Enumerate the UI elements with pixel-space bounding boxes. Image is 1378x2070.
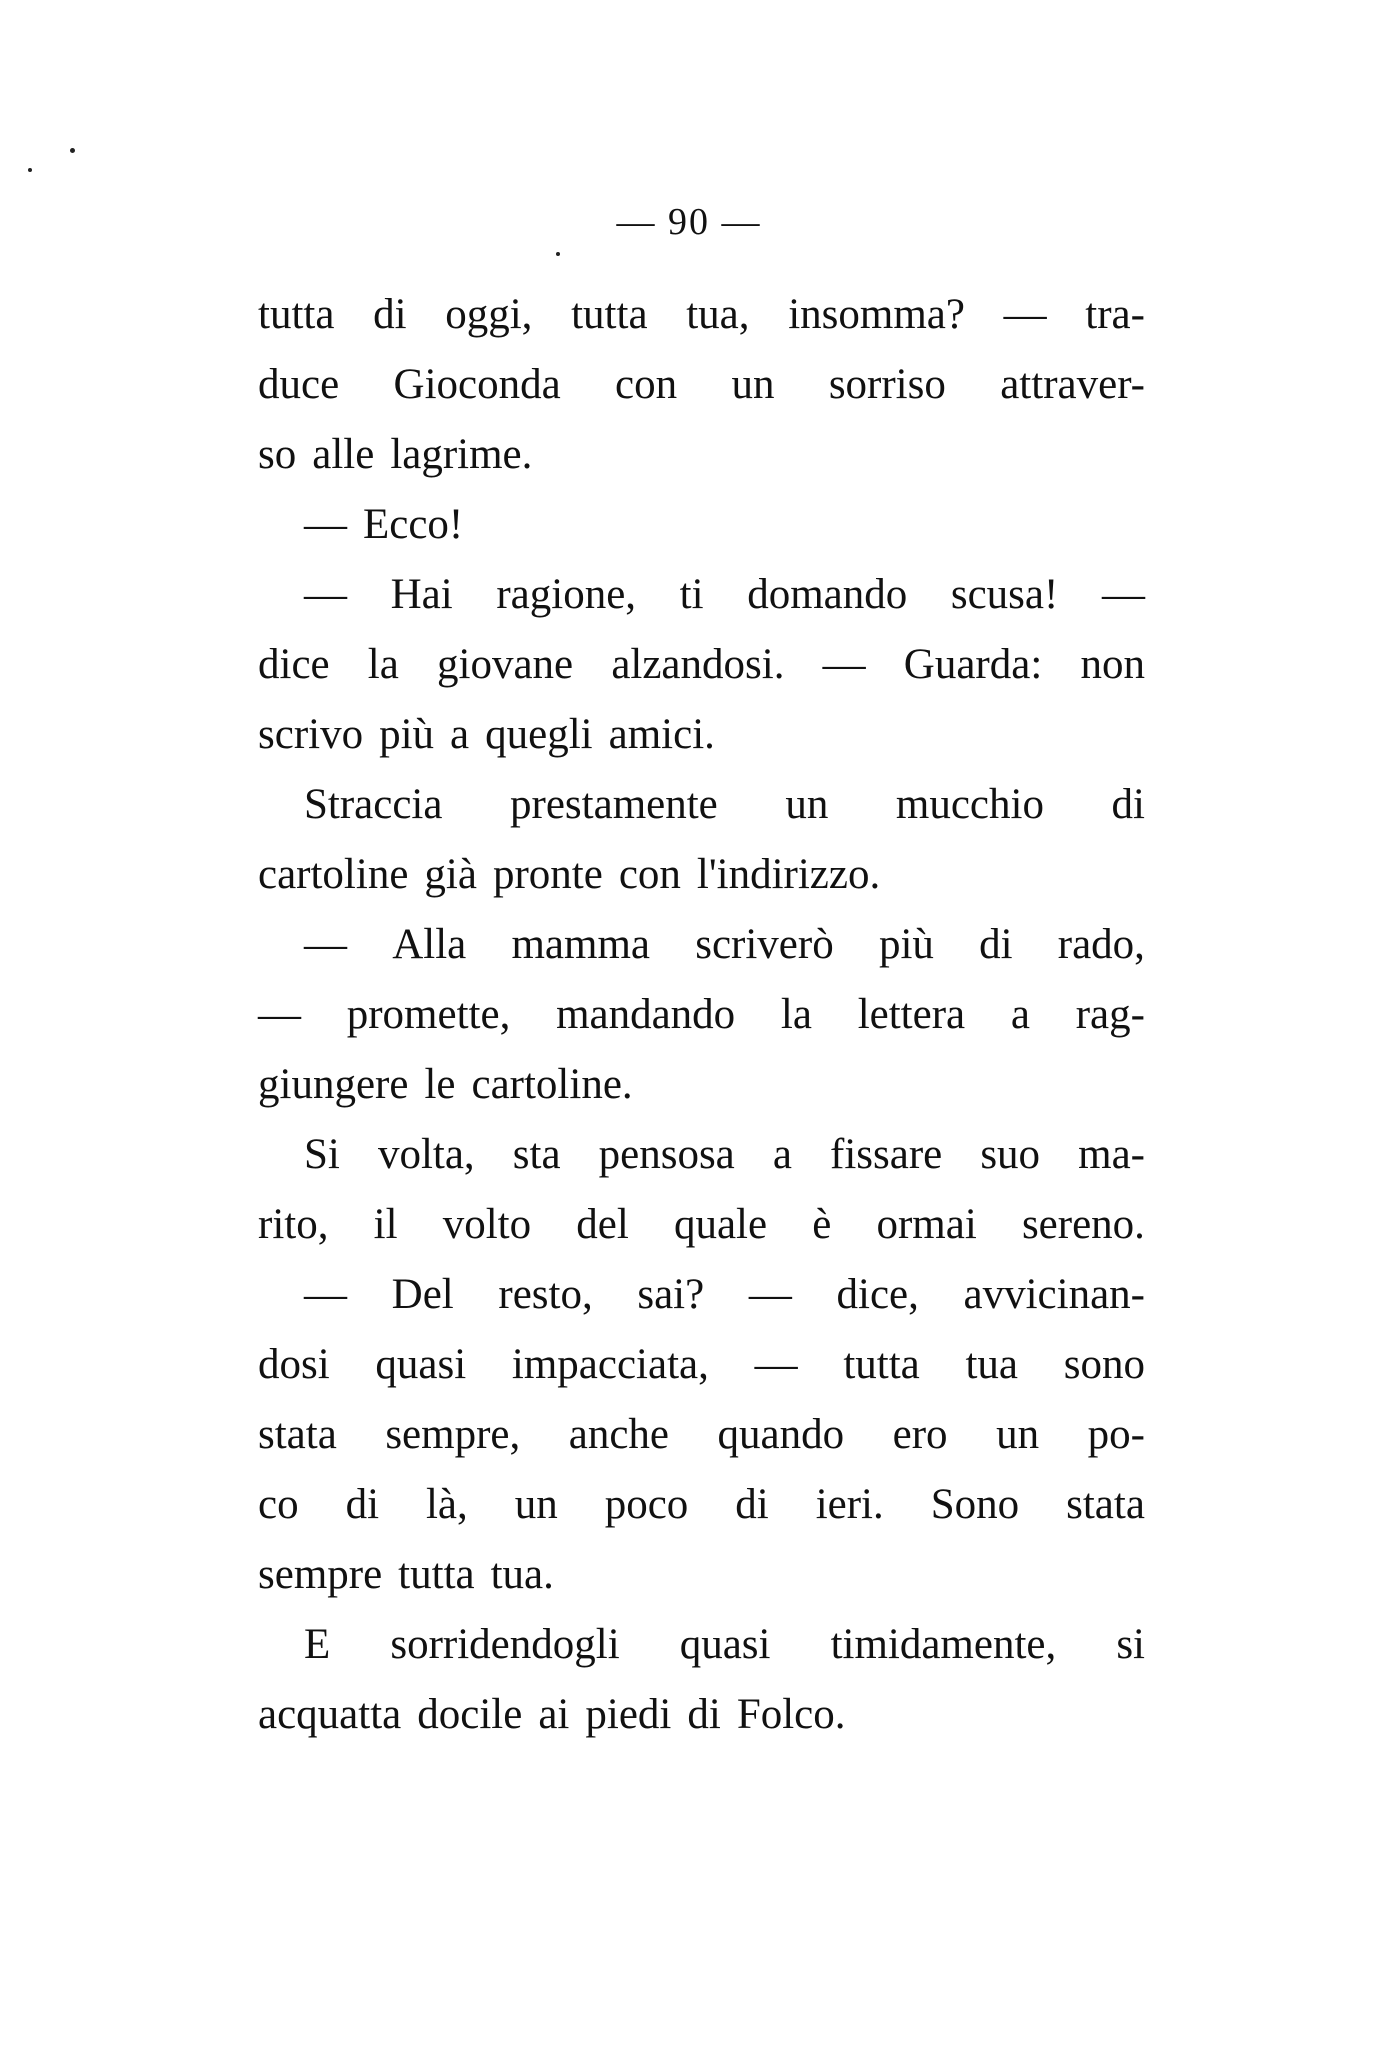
word: E — [304, 1621, 331, 1668]
word: Sono — [930, 1481, 1020, 1528]
word: fissare — [830, 1131, 943, 1178]
word: è — [812, 1201, 832, 1248]
text-line — [258, 700, 1145, 770]
word: dice — [258, 641, 330, 688]
word: di — [979, 921, 1013, 968]
word: piedi — [585, 1691, 672, 1738]
word: tutta — [398, 1551, 475, 1598]
word: pronte — [492, 851, 603, 898]
text-line — [258, 1190, 1145, 1260]
word: docile — [417, 1691, 523, 1738]
word: quegli — [485, 711, 593, 758]
word: — — [754, 1341, 798, 1388]
text-line — [258, 630, 1145, 700]
word: co — [258, 1481, 299, 1528]
word: lettera — [857, 991, 966, 1038]
word: giovane — [437, 641, 574, 688]
text-line — [258, 560, 1145, 630]
word: promette, — [346, 991, 511, 1038]
word: Straccia — [304, 781, 443, 828]
text-line — [258, 490, 1145, 560]
word: prestamente — [510, 781, 718, 828]
word: — — [304, 1271, 347, 1318]
word: di — [1111, 781, 1145, 828]
word: quando — [717, 1411, 845, 1458]
text-line — [258, 1680, 1145, 1750]
word: stata — [1066, 1481, 1145, 1528]
word: sempre — [258, 1551, 383, 1598]
word: acquatta — [258, 1691, 402, 1738]
word: del — [576, 1201, 629, 1248]
text-line — [258, 1330, 1145, 1400]
word: rag- — [1075, 991, 1145, 1038]
text-line — [258, 280, 1145, 350]
word: a — [1010, 991, 1030, 1038]
word: tua, — [686, 291, 750, 338]
word: tua — [965, 1341, 1019, 1388]
word: dosi — [258, 1341, 330, 1388]
text-line — [258, 1400, 1145, 1470]
word: — — [822, 641, 866, 688]
word: mucchio — [895, 781, 1044, 828]
word: — — [304, 571, 347, 618]
word: ieri. — [815, 1481, 884, 1528]
text-line — [258, 980, 1145, 1050]
word: — — [258, 991, 301, 1038]
word: ero — [892, 1411, 948, 1458]
word: con — [618, 851, 681, 898]
word: attraver- — [1000, 361, 1145, 408]
word: — — [304, 501, 347, 548]
word: scriverò — [695, 921, 834, 968]
word: Alla — [392, 921, 467, 968]
word: domando — [747, 571, 908, 618]
word: di — [345, 1481, 380, 1528]
word: l'indirizzo. — [696, 851, 881, 898]
word: insomma? — [788, 291, 965, 338]
word: a — [772, 1131, 792, 1178]
word: là, — [425, 1481, 468, 1528]
text-line — [258, 420, 1145, 490]
word: la — [367, 641, 399, 688]
word: sta — [512, 1131, 561, 1178]
word: un — [731, 361, 775, 408]
word: Ecco! — [363, 501, 464, 548]
word: avvicinan- — [963, 1271, 1145, 1318]
text-line — [258, 1540, 1145, 1610]
word: cartoline — [258, 851, 409, 898]
word: di — [735, 1481, 769, 1528]
word: sai? — [637, 1271, 705, 1318]
word: Guarda: — [903, 641, 1043, 688]
text-line — [258, 1610, 1145, 1680]
word: più — [379, 711, 435, 758]
word: di — [373, 291, 407, 338]
word: cartoline. — [471, 1061, 633, 1108]
word: tutta — [571, 291, 648, 338]
word: — — [1003, 291, 1047, 338]
word: sorriso — [828, 361, 946, 408]
word: volta, — [377, 1131, 475, 1178]
text-line — [258, 910, 1145, 980]
word: alzandosi. — [611, 641, 785, 688]
word: Folco. — [736, 1691, 846, 1738]
word: volto — [442, 1201, 532, 1248]
text-line — [258, 1120, 1145, 1190]
text-line — [258, 350, 1145, 420]
word: non — [1080, 641, 1145, 688]
word: Gioconda — [393, 361, 561, 408]
word: tua. — [490, 1551, 554, 1598]
word: — — [748, 1271, 792, 1318]
word: ormai — [876, 1201, 977, 1248]
word: un — [785, 781, 829, 828]
word: sempre, — [385, 1411, 521, 1458]
word: tra- — [1085, 291, 1145, 338]
page-number: — 90 — — [616, 201, 762, 243]
word: mandando — [556, 991, 736, 1038]
word: il — [373, 1201, 398, 1248]
word: ai — [538, 1691, 570, 1738]
word: sono — [1063, 1341, 1145, 1388]
word: pensosa — [598, 1131, 735, 1178]
word: Del — [391, 1271, 454, 1318]
ink-speck — [70, 148, 75, 153]
word: alle — [312, 431, 375, 478]
word: — — [304, 921, 347, 968]
word: si — [1116, 1621, 1145, 1668]
word: lagrime. — [390, 431, 533, 478]
word: anche — [568, 1411, 670, 1458]
word: con — [615, 361, 678, 408]
word: la — [780, 991, 812, 1038]
word: oggi, — [445, 291, 533, 338]
word: ma- — [1078, 1131, 1145, 1178]
word: po- — [1087, 1411, 1145, 1458]
word: amici. — [608, 711, 715, 758]
word: scusa! — [950, 571, 1059, 618]
word: scrivo — [258, 711, 364, 758]
word: rito, — [258, 1201, 329, 1248]
text-line — [258, 1260, 1145, 1330]
word: so — [258, 431, 297, 478]
ink-speck — [556, 252, 560, 256]
word: quasi — [375, 1341, 467, 1388]
word: un — [996, 1411, 1040, 1458]
word: suo — [980, 1131, 1041, 1178]
word: Hai — [390, 571, 453, 618]
word: timidamente, — [830, 1621, 1057, 1668]
text-line — [258, 1050, 1145, 1120]
word: tutta — [258, 291, 335, 338]
word: un — [514, 1481, 558, 1528]
word: Si — [304, 1131, 340, 1178]
word: di — [687, 1691, 721, 1738]
word: ti — [679, 571, 704, 618]
word: quasi — [679, 1621, 771, 1668]
word: a — [450, 711, 470, 758]
word: sorridendogli — [390, 1621, 620, 1668]
text-line — [258, 1470, 1145, 1540]
word: duce — [258, 361, 340, 408]
ink-speck — [28, 168, 32, 172]
word: più — [878, 921, 934, 968]
word: poco — [604, 1481, 689, 1528]
word: quale — [673, 1201, 768, 1248]
word: già — [424, 851, 477, 898]
word: dice, — [836, 1271, 919, 1318]
word: tutta — [843, 1341, 920, 1388]
word: stata — [258, 1411, 337, 1458]
text-line — [258, 770, 1145, 840]
word: mamma — [511, 921, 650, 968]
text-line — [258, 840, 1145, 910]
word: sereno. — [1021, 1201, 1145, 1248]
word: giungere — [258, 1061, 409, 1108]
word: — — [1101, 571, 1145, 618]
word: le — [424, 1061, 456, 1108]
body-text — [258, 280, 1145, 1750]
word: rado, — [1057, 921, 1145, 968]
word: resto, — [498, 1271, 593, 1318]
word: impacciata, — [511, 1341, 709, 1388]
word: ragione, — [496, 571, 637, 618]
